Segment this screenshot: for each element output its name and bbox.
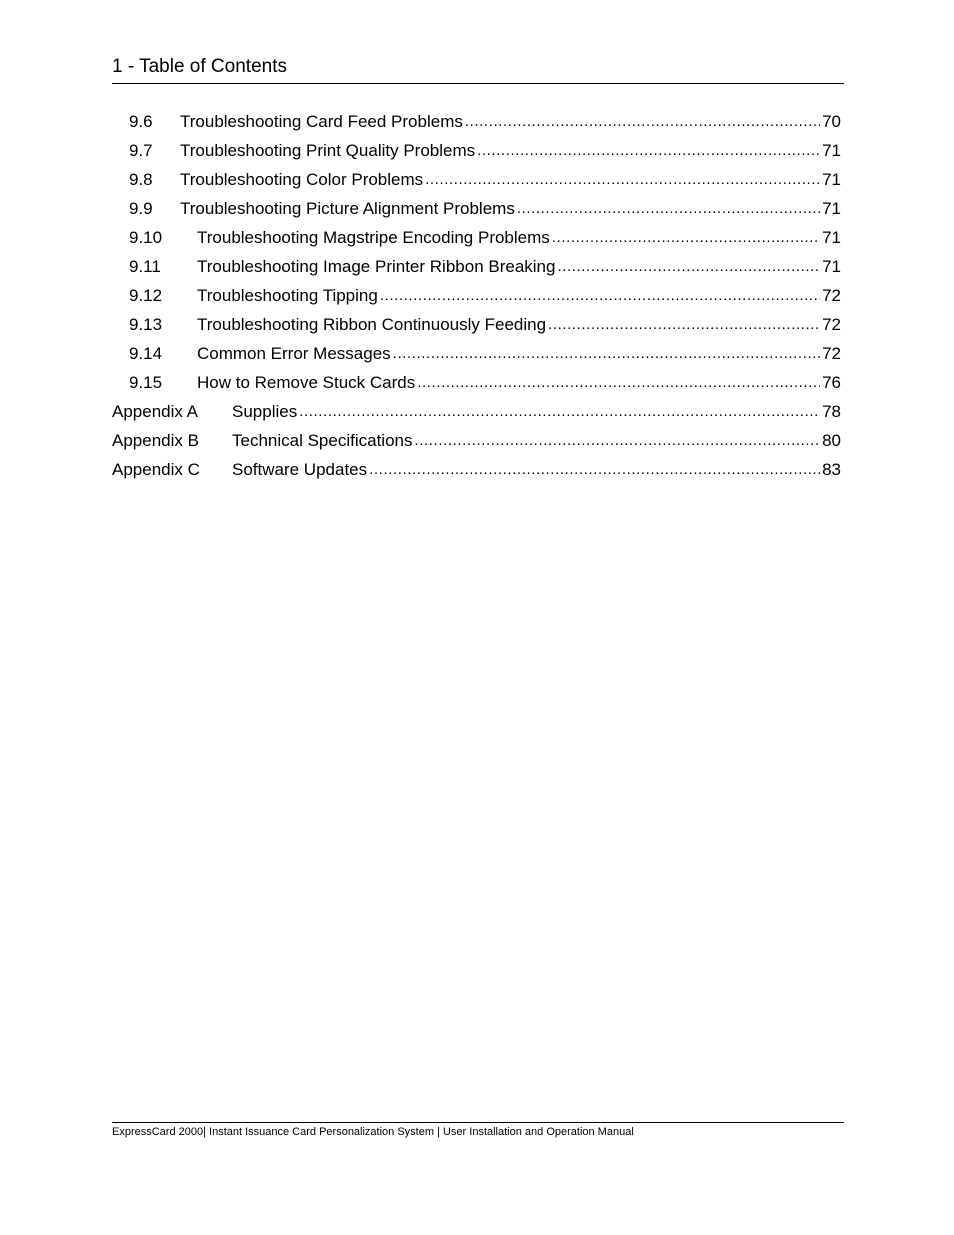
toc-page-number: 78 — [822, 401, 841, 421]
toc-title: Troubleshooting Card Feed Problems — [180, 111, 463, 131]
toc-title: Troubleshooting Magstripe Encoding Problems — [197, 227, 550, 247]
toc-page-number: 71 — [822, 169, 841, 189]
toc-title: Troubleshooting Ribbon Continuously Feeding — [197, 314, 547, 334]
toc-number: 9.15 — [129, 372, 163, 392]
toc-number: Appendix C — [112, 459, 200, 479]
toc-leader — [465, 113, 820, 130]
toc-title: Troubleshooting Print Quality Problems — [180, 140, 476, 160]
toc-leader — [477, 142, 820, 159]
toc-title: Common Error Messages — [197, 343, 391, 363]
toc-entry[interactable] — [112, 165, 841, 194]
toc-number: 9.10 — [129, 227, 163, 247]
toc-page-number: 76 — [822, 372, 841, 392]
toc-title: How to Remove Stuck Cards — [197, 372, 416, 392]
toc-entry[interactable] — [112, 281, 841, 310]
toc-number: 9.12 — [129, 285, 163, 305]
toc-entry[interactable] — [112, 136, 841, 165]
toc-entry[interactable] — [112, 107, 841, 136]
toc-title: Troubleshooting Picture Alignment Problems — [180, 198, 515, 218]
footer-text: ExpressCard 2000| Instant Issuance Card Personalization System | User Installation and Operation Manual — [112, 1126, 634, 1138]
toc-title: Troubleshooting Color Problems — [180, 169, 424, 189]
toc-page-number: 71 — [822, 256, 841, 276]
toc-leader — [380, 287, 820, 304]
toc-leader — [393, 345, 820, 362]
toc-page-number: 72 — [822, 314, 841, 334]
toc-leader — [425, 171, 820, 188]
toc-title: Supplies — [232, 401, 298, 421]
toc-page-number: 80 — [822, 430, 841, 450]
toc-page-number: 71 — [822, 198, 841, 218]
toc-page-number: 71 — [822, 227, 841, 247]
toc-entry[interactable] — [112, 368, 841, 397]
toc-title: Troubleshooting Tipping — [197, 285, 378, 305]
toc-title: Software Updates — [232, 459, 368, 479]
toc-number: 9.8 — [129, 169, 153, 189]
toc-number: 9.11 — [129, 256, 161, 276]
toc-leader — [299, 403, 820, 420]
toc-number: 9.6 — [129, 111, 153, 131]
page-footer — [112, 1122, 844, 1139]
toc-page-number: 72 — [822, 343, 841, 363]
toc-number: 9.7 — [129, 140, 153, 160]
toc-page-number: 70 — [822, 111, 841, 131]
toc-entry[interactable] — [112, 252, 841, 281]
toc-page-number: 72 — [822, 285, 841, 305]
toc-number: 9.13 — [129, 314, 163, 334]
toc-entry[interactable] — [112, 194, 841, 223]
toc-leader — [417, 374, 820, 391]
toc-leader — [414, 432, 820, 449]
page-header — [112, 55, 844, 84]
toc-entry[interactable] — [112, 397, 841, 426]
toc-leader — [548, 316, 820, 333]
toc-entry[interactable] — [112, 223, 841, 252]
page-title: 1 - Table of Contents — [112, 56, 287, 77]
toc-number: 9.14 — [129, 343, 163, 363]
toc-entry[interactable] — [112, 310, 841, 339]
toc-number: Appendix B — [112, 430, 199, 450]
toc-page-number: 83 — [822, 459, 841, 479]
toc-number: Appendix A — [112, 401, 199, 421]
toc-entry[interactable] — [112, 339, 841, 368]
toc-title: Troubleshooting Image Printer Ribbon Breaking — [197, 256, 556, 276]
toc-entry[interactable] — [112, 426, 841, 455]
toc-leader — [369, 461, 820, 478]
toc-leader — [517, 200, 820, 217]
toc-entry[interactable] — [112, 455, 841, 484]
toc-number: 9.9 — [129, 198, 153, 218]
toc-leader — [557, 258, 820, 275]
toc-title: Technical Specifications — [232, 430, 413, 450]
table-of-contents — [112, 107, 841, 484]
toc-page-number: 71 — [822, 140, 841, 160]
toc-leader — [552, 229, 820, 246]
